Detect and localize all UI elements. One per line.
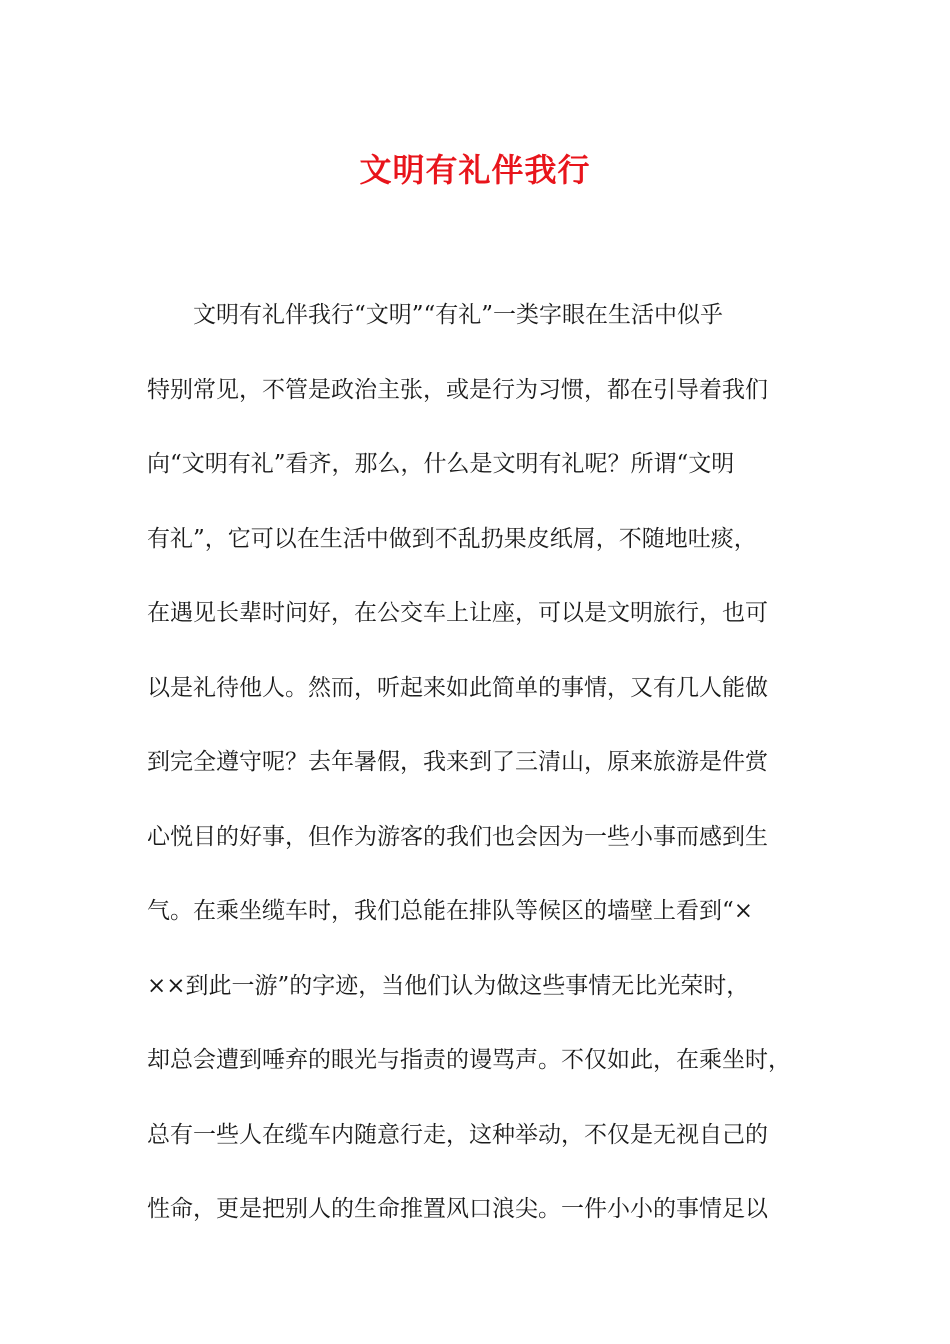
document-title: 文明有礼伴我行 bbox=[359, 151, 591, 189]
body-line: 文明有礼伴我行“文明”“有礼”一类字眼在生活中似乎 bbox=[193, 302, 724, 328]
body-line: 气。在乘坐缆车时，我们总能在排队等候区的墙壁上看到“× bbox=[147, 898, 754, 924]
body-line: 性命，更是把别人的生命推置风口浪尖。一件小小的事情足以 bbox=[147, 1196, 768, 1222]
document-body bbox=[147, 278, 807, 1247]
body-line: 心悦目的好事，但作为游客的我们也会因为一些小事而感到生 bbox=[147, 823, 768, 850]
body-line: 到完全遵守呢？去年暑假，我来到了三清山，原来旅游是件赏 bbox=[147, 749, 768, 775]
body-line: 却总会遭到唾弃的眼光与指责的谩骂声。不仅如此，在乘坐时， bbox=[147, 1047, 791, 1073]
body-line: 总有一些人在缆车内随意行走，这种举动，不仅是无视自己的 bbox=[147, 1121, 768, 1148]
body-line: 以是礼待他人。然而，听起来如此简单的事情，又有几人能做 bbox=[147, 674, 768, 701]
body-line: 向“文明有礼”看齐，那么，什么是文明有礼呢？所谓“文明 bbox=[147, 451, 735, 477]
body-line: 在遇见长辈时问好，在公交车上让座，可以是文明旅行，也可 bbox=[147, 600, 768, 626]
body-line: 特别常见，不管是政治主张，或是行为习惯，都在引导着我们 bbox=[147, 376, 768, 403]
body-line: 有礼”，它可以在生活中做到不乱扔果皮纸屑，不随地吐痰， bbox=[147, 525, 757, 552]
body-line: ××到此一游”的字迹，当他们认为做这些事情无比光荣时， bbox=[147, 972, 750, 999]
